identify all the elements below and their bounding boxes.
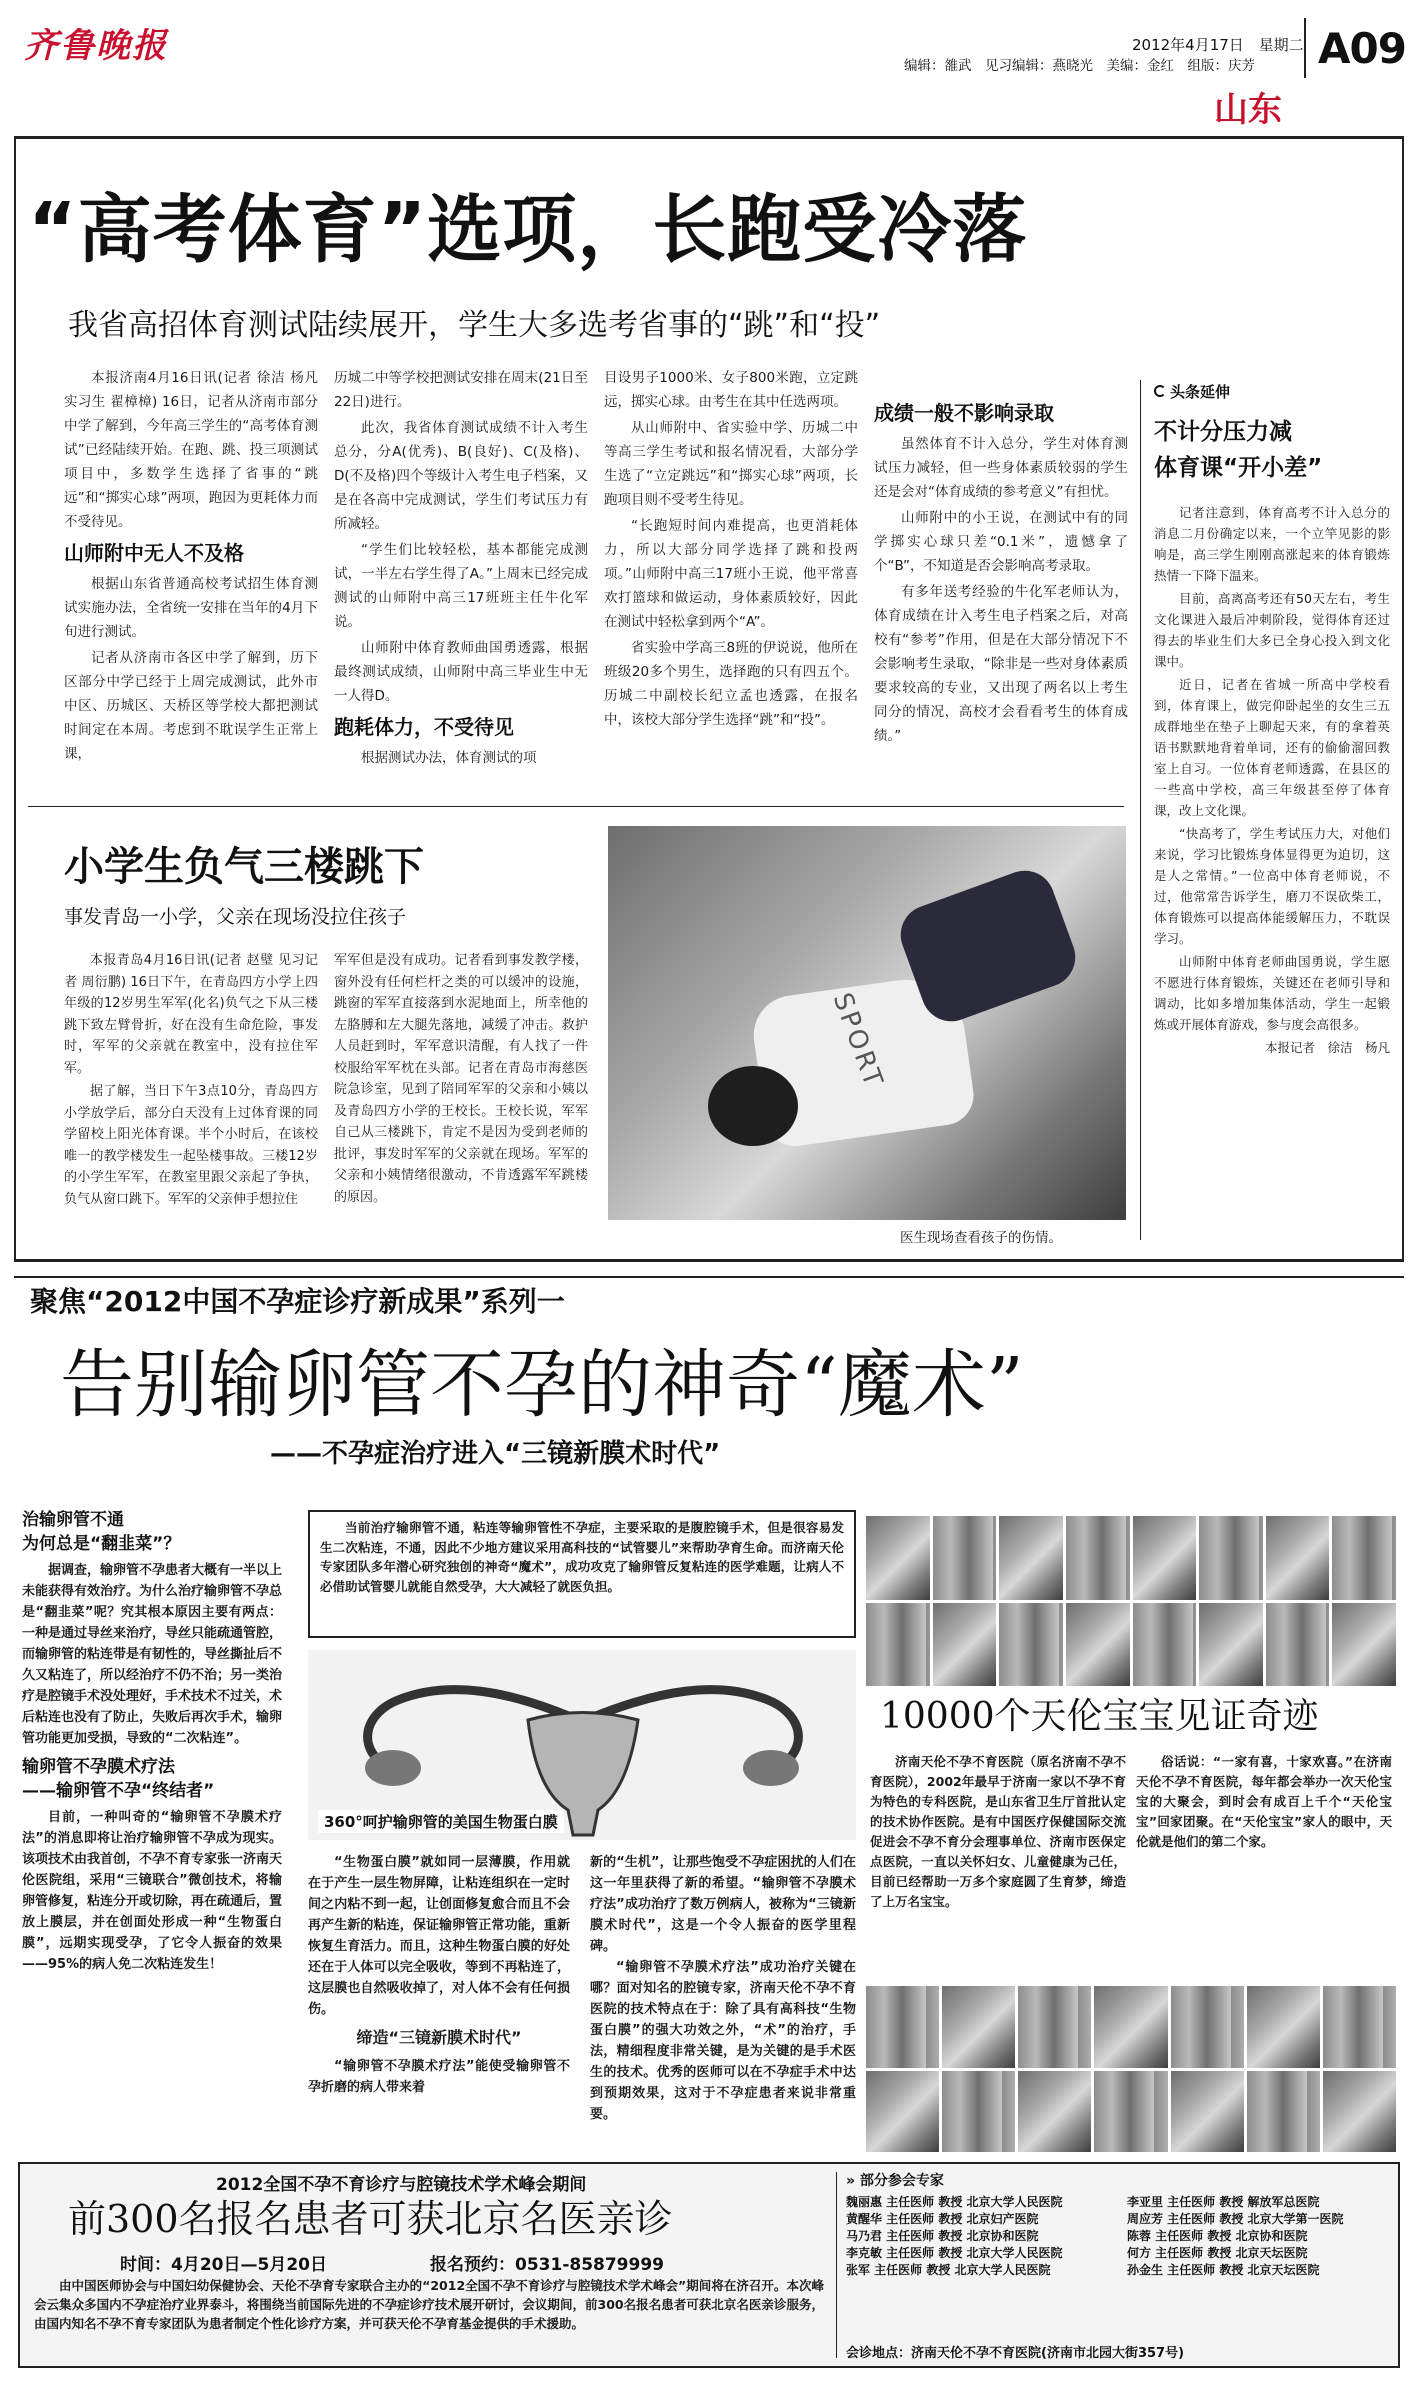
page-number: A09	[1318, 24, 1406, 73]
main-subhead-no-fail: 山师附中无人不及格	[64, 541, 244, 565]
baby-photo	[1247, 1986, 1320, 2068]
baby-photo	[1199, 1516, 1263, 1600]
paragraph: 军军但是没有成功。记者看到事发教学楼，窗外没有任何栏杆之类的可以缓冲的设施，跳窗的军军直接落到水泥地面上，所幸他的左胳膊和左大腿先落地，减缓了冲击。救护人员赶到时，军军意识清醒，有人找了一件校服给军军枕在头部。记者在青岛市海慈医院急诊室，见到了陪同军军的父亲和小姨以及青岛四方小学的王校长。王校长说，军军自己从三楼跳下，肯定不是因为受到老师的批评，事发时军军的父亲就在现场。军军的父亲和小姨情绪很激动，不肯透露军军跳楼的原因。	[334, 953, 588, 1205]
paragraph: “学生们比较轻松，基本都能完成测试，一半左右学生得了A。”上周末已经完成测试的山师附中高三17班班主任牛化军说。	[334, 542, 588, 630]
expert-entry: 李克敏 主任医师 教授 北京大学人民医院	[846, 2246, 1063, 2260]
main-col-2	[334, 366, 588, 772]
baby-photo	[1133, 1603, 1197, 1687]
baby-photo	[866, 1603, 930, 1687]
top-rule	[14, 136, 1404, 139]
baby-photo	[1332, 1603, 1396, 1687]
paragraph: 山师附中体育教师曲国勇透露，根据最终测试成绩，山师附中高三毕业生中无一人得D。	[334, 640, 588, 704]
main-col-1	[64, 366, 318, 768]
paragraph: “快高考了，学生考试压力大，对他们来说，学习比锻炼身体显得更为迫切，这是人之常情。”一位高中体育老师说，不过，他常常告诉学生，磨刀不误砍柴工，体育锻炼可以提高体能缓解压力，不耽误学习。	[1154, 826, 1390, 946]
ad-left-column	[22, 1508, 282, 1975]
ad-left-sub4: ——输卵管不孕“终结者”	[22, 1781, 215, 1801]
baby-photo	[1323, 1986, 1396, 2068]
baby-photo	[942, 1986, 1015, 2068]
issue-date	[1132, 34, 1304, 55]
paragraph: 目前，高离高考还有50天左右，考生文化课进入最后冲刺阶段，觉得体育还过得去的毕业生们大多已全身心投入到文化课中。	[1154, 591, 1390, 669]
paragraph: “输卵管不孕膜术疗法”成功治疗关键在哪？面对知名的腔镜专家，济南天伦不孕不育医院的技术特点在于：除了具有高科技“生物蛋白膜”的强大功效之外，“术”的治疗，手法，精细程度非常关键，是为关键的是手术医生的技术。优秀的医师可以在不孕症手术中达到预期效果，这对于不孕症患者来说非常重要。	[590, 1960, 856, 2122]
baby-photo	[1066, 1603, 1130, 1687]
baby-photo	[1133, 1516, 1197, 1600]
ad-headline: 告别输卵管不孕的神奇“魔术”	[60, 1342, 1024, 1428]
event-address: 会诊地点：济南天伦不孕不育医院(济南市北园大街357号)	[846, 2346, 1185, 2361]
expert-entry: 魏丽惠 主任医师 教授 北京大学人民医院	[846, 2195, 1063, 2209]
main-col-3	[604, 366, 858, 734]
paragraph: “长跑短时间内难提高，也更消耗体力，所以大部分同学选择了跳和投两项。”山师附中高三17班小王说，他平常喜欢打篮球和做运动，身体素质较好，因此在测试中轻松拿到两个“A”。	[604, 518, 858, 630]
expert-entry: 孙金生 主任医师 教授 北京天坛医院	[1127, 2263, 1320, 2277]
ad-mid-sub: 缔造“三镜新膜术时代”	[356, 2028, 522, 2047]
baby-photo	[1018, 1986, 1091, 2068]
half-moon-icon	[1154, 385, 1166, 397]
baby-photo	[999, 1516, 1063, 1600]
sidebar-kicker	[1154, 380, 1390, 404]
left-frame	[14, 136, 16, 1261]
baby-photo	[999, 1603, 1063, 1687]
paragraph: “生物蛋白膜”就如同一层薄膜，作用就在于产生一层生物屏障，让粘连组织在一定时间之内粘不到一起，让创面修复愈合而且不会再产生新的粘连，保证输卵管正常功能，重新恢复生育活力。而且，这种生物蛋白膜的好处还在于人体可以完全吸收，等到不再粘连了，这层膜也自然吸收掉了，对人体不会有任何损伤。	[308, 1855, 570, 2017]
paragraph: 山师附中的小王说，在测试中有的同学掷实心球只差“0.1米”，遗憾拿了个“B”，不知道是否会影响高考录取。	[874, 510, 1128, 574]
baby-photo	[1266, 1603, 1330, 1687]
paragraph: 根据测试办法，体育测试的项	[361, 750, 537, 766]
paragraph: 此次，我省体育测试成绩不计入考生总分，分A(优秀)、B(良好)、C(及格)、D(不及格)四个等级计入考生电子档案，又是在各高中完成测试，学生们考试压力有所减轻。	[334, 420, 588, 532]
paragraph: 目前，一种叫奇的“输卵管不孕膜术疗法”的消息即将让治疗输卵管不孕成为现实。该项技术由我首创，不孕不育专家张一济南天伦医院组，采用“三镜联合”微创技术，将输卵管修复，粘连分开或切除，再在疏通后，置放上膜层，并在创面处形成一种“生物蛋白膜”，远期实现受孕，了它令人振奋的效果——95%的病人免二次粘连发生！	[22, 1810, 283, 1972]
sidebar-body	[1154, 502, 1390, 1058]
ad-left-sub3: 输卵管不孕膜术疗法	[22, 1757, 175, 1777]
date-text: 2012年4月17日	[1132, 36, 1244, 54]
ovary-right	[743, 1750, 799, 1786]
second-headline: 小学生负气三楼跳下	[64, 844, 424, 890]
paragraph: 根据山东省普通高校考试招生体育测试实施办法，全省统一安排在当年的4月下旬进行测试。	[64, 576, 318, 640]
expert-entry: 何方 主任医师 教授 北京天坛医院	[1127, 2246, 1308, 2260]
main-subhead-running: 跑耗体力，不受待见	[334, 715, 514, 739]
main-headline: “高考体育”选项，长跑受冷落	[28, 187, 1028, 273]
event-body: 由中国医师协会与中国妇幼保健协会、天伦不孕育专家联合主办的“2012全国不孕不育诊疗与腔镜技术学术峰会”期间将在济召开。本次峰会云集众多国内不孕症治疗业界泰斗，将围绕当前国际先进的不孕症诊疗技术展开研讨，会议期间，前300名报名患者可获北京名医亲诊服务，由国内知名不孕不育专家团队为患者制定个性化诊疗方案，并可获天伦不孕育基金提供的手术援助。	[34, 2278, 824, 2331]
paragraph: 虽然体育不计入总分，学生对体育测试压力减轻，但一些身体素质较弱的学生还是会对“体育成绩的参考意义”有担忧。	[874, 436, 1128, 500]
header-vertical-rule	[1304, 18, 1306, 78]
sidebar-headline-1: 不计分压力减	[1154, 419, 1292, 445]
news-photo	[608, 826, 1126, 1220]
uterus-diagram	[308, 1650, 856, 1840]
paragraph: 俗话说：“一家有喜，十家欢喜。”在济南天伦不孕不育医院，每年都会举办一次天伦宝宝的大聚会，到时会有成百上千个“天伦宝宝”回家团聚。在“天伦宝宝”家人的眼中，天伦就是他们的第二个家。	[1136, 1754, 1392, 1849]
ad-intro-text: 当前治疗输卵管不通，粘连等输卵管性不孕症，主要采取的是腹腔镜手术，但是很容易发生二次粘连，不通，因此不少地方建议采用高科技的“试管婴儿”来帮助孕育生命。而济南天伦专家团队多年潜心研究独创的神奇“魔术”，成功攻克了输卵管反复粘连的医学难题，让病人不必借助试管婴儿就能自然受孕，大大减轻了就医负担。	[320, 1520, 844, 1594]
baby-photo	[1066, 1516, 1130, 1600]
paragraph: 据了解，当日下午3点10分，青岛四方小学放学后，部分白天没有上过体育课的同学留校上阳光体育课。半个小时后，在该校唯一的教学楼发生一起坠楼事故。三楼12岁的小学生军军，在教室里跟父亲起了争执，负气从窗口跳下。军军的父亲伸手想拉住	[64, 1084, 318, 1207]
page-header	[14, 14, 1404, 132]
baby-photo	[866, 1516, 930, 1600]
expert-entry: 周应芳 主任医师 教授 北京大学第一医院	[1127, 2212, 1344, 2226]
paragraph: 省实验中学高三8班的伊说说，他所在班级20多个男生，选择跑的只有四五个。历城二中副校长纪立孟也透露，在报名中，该校大部分学生选择“跳”和“投”。	[604, 640, 858, 728]
photo-caption: 医生现场查看孩子的伤情。	[900, 1230, 1062, 1246]
ad-left-body-2	[22, 1807, 282, 1975]
paragraph: 记者从济南市各区中学了解到，历下区部分中学已经于上周完成测试，此外市中区、历城区、天桥区等学校大都把测试时间定在本周。考虑到不耽误学生正常上课，	[64, 650, 318, 762]
second-col-2	[334, 950, 588, 1210]
photo-shirt-text: SPORT	[826, 989, 889, 1093]
main-subhead-score: 成绩一般不影响录取	[874, 401, 1054, 425]
babies-col-2	[1136, 1752, 1392, 1852]
ad-right-column	[590, 1852, 856, 2125]
story-bottom-rule	[14, 1259, 1404, 1262]
ad-left-sub2: 为何总是“翻韭菜”？	[22, 1534, 181, 1554]
baby-photo	[942, 2071, 1015, 2153]
baby-photo	[866, 1986, 939, 2068]
sidebar-kicker-text: 头条延伸	[1170, 383, 1231, 401]
baby-photo	[1323, 2071, 1396, 2153]
paragraph: 济南天伦不孕不育医院（原名济南不孕不育医院），2002年最早于济南一家以不孕不育为特色的专科医院，是山东省卫生厅首批认定的技术协作医院。是有中国医疗保健国际交流促进会不孕不育分会理事单位、济南市医保定点医院，一直以关怀妇女、儿童健康为己任，目前已经帮助一万多个家庭圆了生育梦，缔造了上万名宝宝。	[870, 1754, 1126, 1909]
expert-entry: 马乃君 主任医师 教授 北京协和医院	[846, 2229, 1039, 2243]
expert-entry: 张军 主任医师 教授 北京大学人民医院	[846, 2263, 1051, 2277]
experts-heading	[846, 2170, 944, 2190]
paragraph: 从山师附中、省实验中学、历城二中等高三学生考试和报名情况看，大部分学生选了“立定跳远”和“掷实心球”两项，长跑项目则不受考生待见。	[604, 420, 858, 508]
ad-top-rule	[14, 1276, 1404, 1278]
paragraph: 新的“生机”，让那些饱受不孕症困扰的人们在这一年里获得了新的希望。“输卵管不孕膜术疗法”成功治疗了数万例病人，被称为“三镜新膜术时代”，这是一个令人振奋的医学里程碑。	[590, 1855, 856, 1954]
paragraph: 近日，记者在省城一所高中学校看到，体育课上，做完仰卧起坐的女生三五成群地坐在垫子上聊起天来，有的拿着英语书默默地背着单词，还有的偷偷溜回教室上自习。一位体育老师透露，在县区的一些高中学校，高三年级甚至停了体育课，改上文化课。	[1154, 677, 1390, 818]
ad-intro-box	[308, 1510, 856, 1638]
sidebar	[1154, 380, 1390, 1058]
baby-photo	[1094, 2071, 1167, 2153]
experts-list	[846, 2194, 1394, 2279]
baby-photo	[1247, 2071, 1320, 2153]
main-subheadline: 我省高招体育测试陆续展开，学生大多选考省事的“跳”和“投”	[68, 308, 881, 343]
editor-credits: 编辑：雒武 见习编辑：燕晓光 美编：金红 组版：庆芳	[904, 58, 1255, 74]
sidebar-divider	[1140, 380, 1141, 1240]
baby-photo	[1199, 1603, 1263, 1687]
main-col-4	[874, 366, 1128, 750]
second-subheadline: 事发青岛一小学，父亲在现场没拉住孩子	[64, 906, 407, 928]
baby-photo	[1266, 1516, 1330, 1600]
story-separator	[28, 806, 1124, 807]
diagram-caption: 360°呵护输卵管的美国生物蛋白膜	[318, 1810, 564, 1833]
event-time: 时间：4月20日—5月20日	[120, 2255, 327, 2275]
main-lead-paragraph: 本报济南4月16日讯(记者 徐洁 杨凡 实习生 翟樟樟) 16日，记者从济南市部分中学了解到，今年高三学生的“高考体育测试”已经陆续开始。在跑、跳、投三项测试项目中，多数学生选择了省事的“跳远”和“掷实心球”两项，跑因为更耗体力而不受待见。	[64, 370, 318, 530]
baby-photo	[1018, 2071, 1091, 2153]
event-hotline: 报名预约：0531-85879999	[430, 2255, 664, 2275]
paragraph: 记者注意到，体育高考不计入总分的消息二月份确定以来，一个立竿见影的影响是，高三学生刚刚高涨起来的体育锻炼热情一下降下温来。	[1154, 505, 1390, 583]
second-col-1	[64, 950, 318, 1212]
sidebar-byline: 本报记者 徐洁 杨凡	[1264, 1040, 1390, 1055]
paragraph: “输卵管不孕膜术疗法”能使受输卵管不孕折磨的病人带来着	[308, 2059, 570, 2095]
babies-col-1	[870, 1752, 1126, 1912]
photo-figure-head	[708, 1066, 798, 1146]
baby-photo	[1094, 1986, 1167, 2068]
section-label: 山东	[1214, 90, 1282, 130]
paragraph: 目设男子1000米、女子800米跑，立定跳远，掷实心球。由考生在其中任选两项。	[604, 370, 858, 410]
ovary-left	[365, 1750, 421, 1786]
paragraph: 历城二中等学校把测试安排在周末(21日至22日)进行。	[334, 370, 588, 410]
baby-photo	[866, 2071, 939, 2153]
baby-photo	[1171, 1986, 1244, 2068]
ad-subheadline: ——不孕症治疗进入“三镜新膜术时代”	[270, 1439, 721, 1469]
event-divider	[836, 2172, 837, 2358]
paragraph: 山师附中体育老师曲国勇说，学生愿不愿进行体育锻炼，关键还在老师引导和调动，比如多增加集体活动，学生一起锻炼或开展体育游戏，参与度会高很多。	[1154, 954, 1390, 1032]
right-frame	[1402, 136, 1404, 1261]
event-headline: 前300名报名患者可获北京名医亲诊	[68, 2197, 673, 2241]
paragraph: 有多年送考经验的牛化军老师认为，体育成绩在计入考生电子档案之后，对高校有“参考”作用，但是在大部分情况下不会影响考生录取，“除非是一些对身体素质要求较高的专业，又出现了两名以上考生同分的情况，高校才会看看考生的体育成绩。”	[874, 584, 1128, 744]
ad-series-title: 聚焦“2012中国不孕症诊疗新成果”系列一	[30, 1285, 565, 1318]
event-box	[18, 2162, 1400, 2368]
newspaper-logo: 齐鲁晚报	[24, 26, 168, 66]
paragraph: 本报青岛4月16日讯(记者 赵璧 见习记者 周衍鹏) 16日下午，在青岛四方小学上四年级的12岁男生军军(化名)负气之下从三楼跳下致左臂骨折，好在没有生命危险，事发时，军军的父亲就在教室中，没有拉住军军。	[64, 953, 318, 1076]
paragraph: 据调查，输卵管不孕患者大概有一半以上未能获得有效治疗。为什么治疗输卵管不孕总是“翻韭菜”呢？究其根本原因主要有两点：一种是通过导丝来治疗，导丝只能疏通管腔，而输卵管的粘连带是有韧性的，导丝撕扯后不久又粘连了，所以经治疗不仍不治；另一类治疗是腔镜手术没处理好，手术技术不过关，术后粘连也没有了防止，失败后再次手术，输卵管功能更加受损，导致的“二次粘连”。	[22, 1563, 283, 1746]
expert-entry: 李亚里 主任医师 教授 解放军总医院	[1127, 2195, 1320, 2209]
sidebar-headline-2: 体育课“开小差”	[1154, 455, 1323, 481]
expert-entry: 黄醒华 主任医师 教授 北京妇产医院	[846, 2212, 1039, 2226]
baby-photo	[933, 1516, 997, 1600]
babies-title: 10000个天伦宝宝见证奇迹	[880, 1696, 1319, 1737]
double-chevron-icon: »	[846, 2173, 856, 2189]
ad-mid-column	[308, 1852, 570, 2098]
baby-photo	[1171, 2071, 1244, 2153]
experts-heading-text: 部分参会专家	[859, 2173, 944, 2189]
expert-entry: 陈蓉 主任医师 教授 北京协和医院	[1127, 2229, 1308, 2243]
baby-photo	[1332, 1516, 1396, 1600]
baby-photo	[933, 1603, 997, 1687]
weekday-text: 星期二	[1258, 36, 1304, 54]
baby-photo-collage	[866, 1516, 1396, 1686]
baby-photo-collage-bottom	[866, 1986, 1396, 2152]
ad-left-body-1	[22, 1560, 282, 1749]
ad-left-sub1: 治输卵管不通	[22, 1510, 124, 1530]
event-kicker: 2012全国不孕不育诊疗与腔镜技术学术峰会期间	[216, 2175, 587, 2195]
